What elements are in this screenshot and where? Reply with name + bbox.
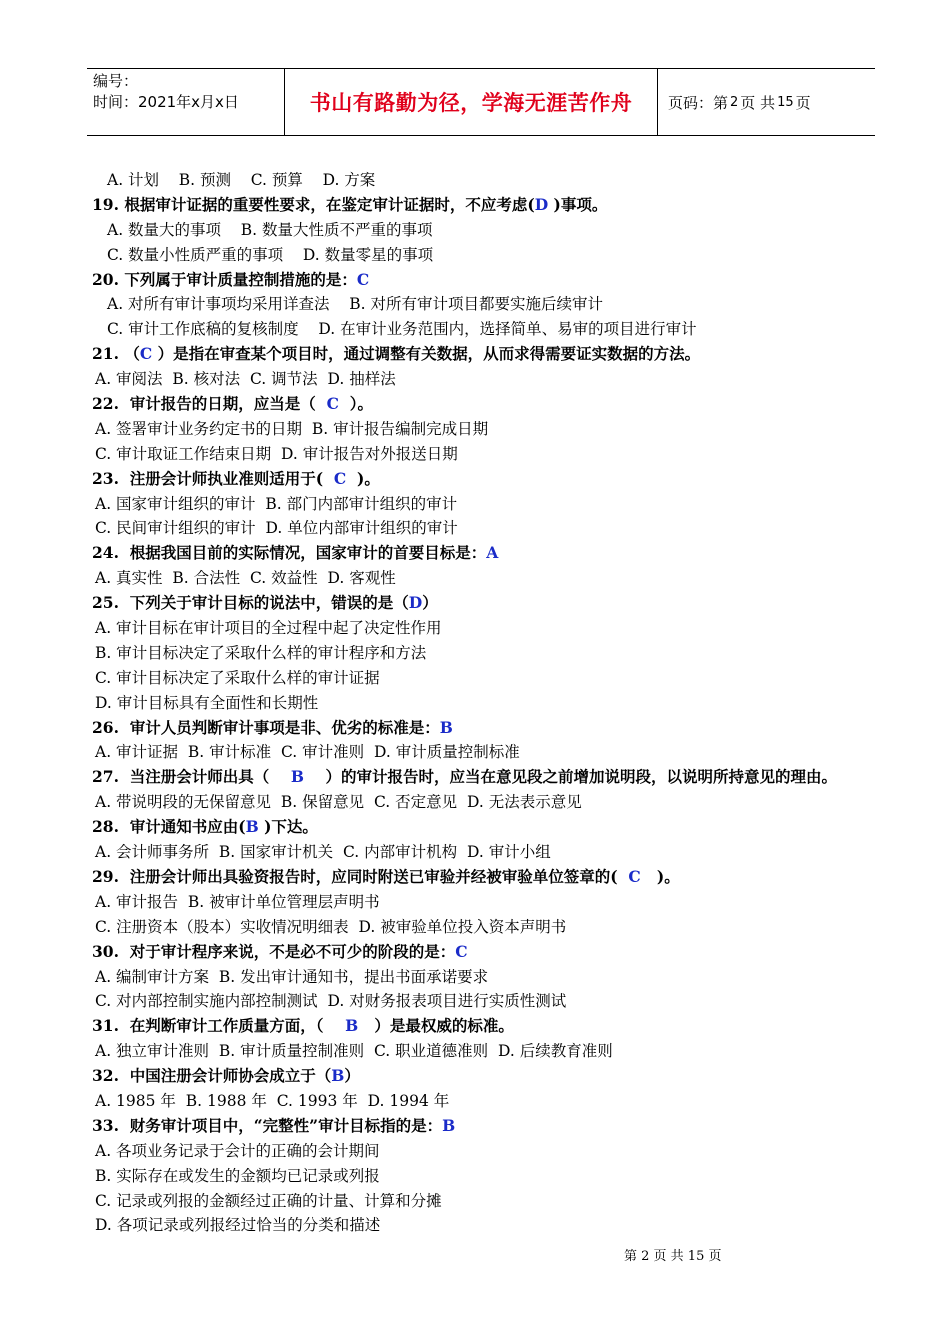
answer-letter: B (442, 1115, 456, 1135)
question-text: 20. 下列属于审计质量控制措施的是： (92, 269, 357, 289)
option-line: D. 各项记录或列报经过恰当的分类和描述 (95, 1216, 381, 1235)
question-text: 23. 注册会计师执业准则适用于( (92, 468, 334, 488)
question-text: 33. 财务审计项目中，“完整性”审计目标指的是： (92, 1115, 443, 1135)
question-text: 31. 在判断审计工作质量方面，（ (92, 1016, 346, 1036)
question-line (92, 1064, 892, 1089)
question-text: 25. 下列关于审计目标的说法中，错误的是（ (92, 593, 409, 613)
question-text-tail: )下达。 (258, 817, 318, 837)
page-number: 2 (730, 94, 739, 110)
question-line (92, 716, 892, 741)
option-line: A. 会计师事务所 B. 国家审计机关 C. 内部审计机构 D. 审计小组 (95, 843, 551, 862)
question-text: 22. 审计报告的日期，应当是（ (92, 394, 327, 414)
question-text-tail: ）的审计报告时，应当在意见段之前增加说明段，以说明所持意见的理由。 (303, 767, 838, 787)
answer-letter: B (345, 1016, 359, 1036)
number-label: 编号： (93, 72, 139, 90)
question-text-tail: ）是最权威的标准。 (358, 1016, 514, 1036)
time-label: 时间：2021年x月x日 (93, 93, 239, 111)
answer-letter: B (290, 767, 304, 787)
answer-letter: C (333, 468, 347, 488)
page-suffix: 页 (795, 93, 811, 112)
option-line: C. 审计取证工作结束日期 D. 审计报告对外报送日期 (95, 444, 458, 463)
question-text-tail: )事项。 (548, 194, 608, 214)
option-line: A. 签署审计业务约定书的日期 B. 审计报告编制完成日期 (95, 419, 489, 438)
question-text-tail: )。 (346, 468, 380, 488)
answer-letter: C (139, 344, 153, 364)
option-line: C. 民间审计组织的审计 D. 单位内部审计组织的审计 (95, 519, 458, 538)
option-line: A. 对所有审计事项均采用详查法 B. 对所有审计项目都要实施后续审计 (107, 295, 604, 314)
question-line (92, 865, 892, 890)
question-text: 21. （ (92, 344, 140, 364)
answer-letter: C (326, 394, 339, 414)
option-line: A. 真实性 B. 合法性 C. 效益性 D. 客观性 (95, 569, 396, 588)
page-total: 15 (777, 94, 794, 110)
option-line: A. 审阅法 B. 核对法 C. 调节法 D. 抽样法 (95, 370, 396, 389)
question-line (92, 940, 892, 965)
option-line: D. 审计目标具有全面性和长期性 (95, 693, 319, 712)
answer-letter: C (628, 866, 641, 886)
question-text: 30. 对于审计程序来说，不是必不可少的阶段的是： (92, 941, 456, 961)
header-page-info (658, 69, 875, 135)
option-line: C. 记录或列报的金额经过正确的计量、计算和分摊 (95, 1191, 442, 1210)
option-line: A. 独立审计准则 B. 审计质量控制准则 C. 职业道德准则 D. 后续教育准则 (95, 1042, 613, 1061)
question-text-tail: ） (344, 1066, 360, 1086)
option-line: A. 编制审计方案 B. 发出审计通知书，提出书面承诺要求 (95, 967, 489, 986)
page-footer: 第 2 页 共 15 页 (624, 1249, 722, 1264)
question-text-tail: )。 (640, 866, 680, 886)
option-line: A. 审计目标在审计项目的全过程中起了决定性作用 (95, 619, 442, 638)
question-line (92, 541, 892, 566)
option-line: A. 审计证据 B. 审计标准 C. 审计准则 D. 审计质量控制标准 (95, 743, 520, 762)
question-text: 27. 当注册会计师出具（ (92, 767, 291, 787)
answer-letter: A (486, 543, 499, 563)
question-text: 26. 审计人员判断审计事项是非、优劣的标准是： (92, 717, 440, 737)
option-line: B. 审计目标决定了采取什么样的审计程序和方法 (95, 643, 427, 662)
option-line: C. 审计工作底稿的复核制度 D. 在审计业务范围内，选择简单、易审的项目进行审计 (107, 320, 697, 339)
option-line: A. 审计报告 B. 被审计单位管理层声明书 (95, 892, 380, 911)
answer-letter: B (439, 717, 453, 737)
question-line (92, 591, 892, 616)
header-motto: 书山有路勤为径，学海无涯苦作舟 (309, 91, 633, 115)
page-header (87, 68, 875, 136)
question-text: 24. 根据我国目前的实际情况，国家审计的首要目标是： (92, 543, 487, 563)
question-text-tail: ）。 (338, 394, 373, 414)
question-line (92, 815, 892, 840)
question-line (92, 392, 892, 417)
document-body (92, 168, 892, 1238)
page-prefix: 页码：第 (668, 93, 729, 112)
question-line (92, 1014, 892, 1039)
answer-letter: C (356, 269, 370, 289)
question-text-tail: ）是指在审查某个项目时，通过调整有关数据，从而求得需要证实数据的方法。 (152, 344, 701, 364)
page-mid: 页 共 (740, 93, 776, 112)
option-line: A. 计划 B. 预测 C. 预算 D. 方案 (107, 171, 376, 189)
answer-letter: B (245, 817, 259, 837)
option-line: A. 带说明段的无保留意见 B. 保留意见 C. 否定意见 D. 无法表示意见 (95, 793, 582, 812)
question-line (92, 342, 892, 367)
question-text: 28. 审计通知书应由( (92, 817, 246, 837)
option-line: B. 实际存在或发生的金额均已记录或列报 (95, 1166, 380, 1185)
option-line: C. 数量小性质严重的事项 D. 数量零星的事项 (107, 245, 434, 264)
question-line (92, 467, 892, 492)
question-line (92, 193, 892, 218)
question-text: 19. 根据审计证据的重要性要求，在鉴定审计证据时，不应考虑( (92, 194, 535, 214)
question-text: 29. 注册会计师出具验资报告时，应同时附送已审验并经被审验单位签章的( (92, 866, 629, 886)
header-motto-cell (285, 69, 658, 135)
question-text-tail: ） (422, 593, 438, 613)
question-line (92, 765, 892, 790)
option-line: A. 数量大的事项 B. 数量大性质不严重的事项 (107, 220, 433, 239)
header-meta (87, 69, 285, 135)
question-line (92, 1114, 892, 1139)
answer-letter: C (455, 941, 468, 961)
answer-letter: B (331, 1066, 345, 1086)
question-line (92, 268, 892, 293)
option-line: C. 对内部控制实施内部控制测试 D. 对财务报表项目进行实质性测试 (95, 992, 567, 1011)
answer-letter: D (408, 593, 423, 613)
answer-letter: D (534, 194, 549, 214)
question-text: 32. 中国注册会计师协会成立于（ (92, 1066, 332, 1086)
option-line: A. 国家审计组织的审计 B. 部门内部审计组织的审计 (95, 494, 458, 513)
option-line: A. 1985 年 B. 1988 年 C. 1993 年 D. 1994 年 (95, 1091, 450, 1110)
option-line: A. 各项业务记录于会计的正确的会计期间 (95, 1141, 380, 1160)
option-line: C. 注册资本（股本）实收情况明细表 D. 被审验单位投入资本声明书 (95, 917, 567, 936)
option-line: C. 审计目标决定了采取什么样的审计证据 (95, 668, 380, 687)
